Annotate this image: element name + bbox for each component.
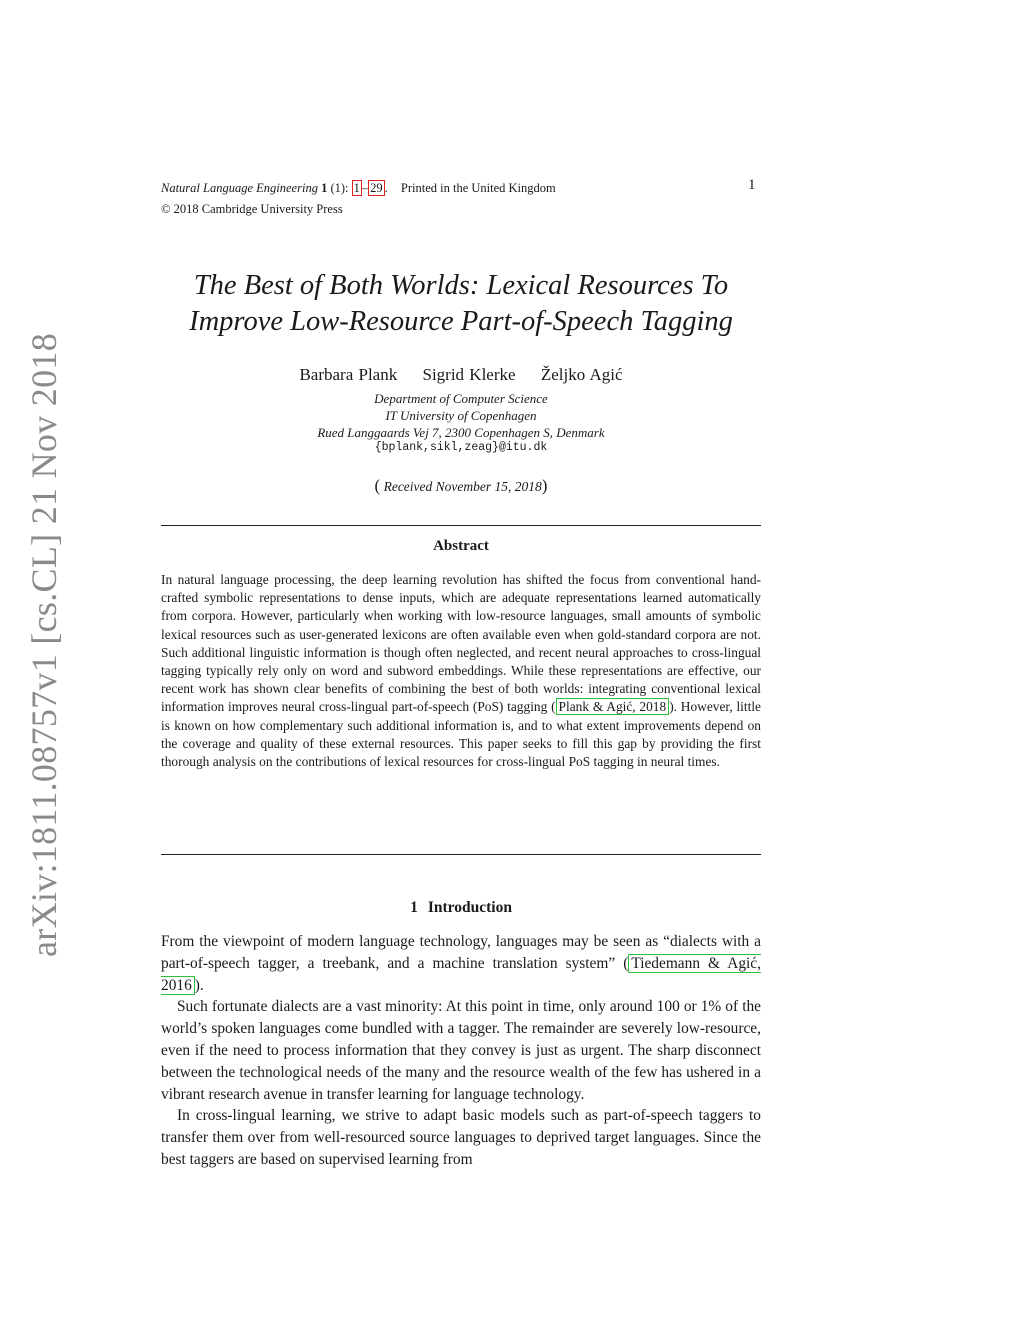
journal-issue: (1): (327, 181, 352, 195)
affiliation-address: Rued Langgaards Vej 7, 2300 Copenhagen S, Denmark (317, 425, 605, 440)
author-name: Sigrid Klerke (422, 365, 516, 384)
abstract-heading: Abstract (433, 538, 489, 554)
affiliation-university: IT University of Copenhagen (385, 408, 537, 423)
author-name: Barbara Plank (299, 365, 398, 384)
page-start-link[interactable]: 1 (353, 181, 360, 195)
page-range-period: . (384, 181, 388, 195)
intro-paragraph: Such fortunate dialects are a vast minority: At this point in time, only around 100 or 1% of the world’s spoken languages come bundled with a tagger. The remainder are severely low-resource, even if the need to process information that they convey is just as urgent. The sharp disconnect between the technological needs of the many and the resource wealth of the few has ushered in a vibrant research avenue in transfer learning for language technology. (161, 998, 761, 1103)
section-title: Introduction (427, 899, 512, 916)
title-line-2: Improve Low-Resource Part-of-Speech Tagging (189, 306, 733, 337)
journal-volume: 1 (321, 181, 328, 195)
journal-header (161, 180, 761, 196)
author-emails: {bplank,sikl,zeag}@itu.dk (374, 441, 548, 454)
title-line-1: The Best of Both Worlds: Lexical Resources To (193, 270, 729, 301)
abstract-text: In natural language processing, the deep learning revolution has shifted the focus from conventional hand-crafted symbolic representations to dense inputs, which are adequate representations learned automatically from corpora. However, particularly when working with low-resource languages, small amounts of symbolic lexical resources such as user-generated lexicons are often available even when gold-standard corpora are not. Such additional linguistic information is though often neglected, and recent neural approaches to cross-lingual tagging typically rely only on word and subword embeddings. While these representations are effective, our recent work has shown clear benefits of combining the best of both worlds: integrating conventional lexical information improves neural cross-lingual part-of-speech (PoS) tagging ( Plank & Agić, 2018 ). However, little is known on how complementary such additional information is, and to what extent improvements depend on the coverage and quality of these external resources. This paper seeks to fill this gap by providing the first thorough analysis on the contributions of lexical resources for cross-lingual PoS tagging in neural times. (161, 572, 761, 770)
author-list (161, 365, 761, 385)
arxiv-identifier[interactable]: arXiv:1811.08757v1 [cs.CL] 21 Nov 2018 (24, 333, 64, 957)
citation-tiedemann-agic-2016[interactable]: Tiedemann & Agić, 2016 (161, 954, 761, 994)
intro-paragraph: In cross-lingual learning, we strive to adapt basic models such as part-of-speech taggers to transfer them over from well-resourced source languages to deprived target languages. Since the best taggers are based on supervised learning from (161, 1107, 761, 1168)
section-heading-introduction (161, 899, 761, 917)
page-range-separator: – (361, 181, 369, 195)
paper-title (161, 268, 761, 340)
printed-location: Printed in the United Kingdom (400, 181, 556, 195)
received-date: ( Received November 15, 2018) (374, 476, 548, 495)
copyright-line: © 2018 Cambridge University Press (161, 202, 343, 216)
intro-paragraph: From the viewpoint of modern language technology, languages may be seen as “dialects with a part-of-speech tagger, a treebank, and a machine translation system” ( Tiedemann & Agić, 2016 ). (161, 933, 761, 994)
affiliation-department: Department of Computer Science (374, 391, 548, 406)
page-number: 1 (748, 177, 756, 193)
journal-name: Natural Language Engineering (161, 181, 318, 195)
section-number: 1 (410, 899, 418, 916)
abstract-bottom-rule (161, 854, 761, 855)
introduction-body (161, 931, 761, 1171)
citation-plank-agic-2018[interactable]: Plank & Agić, 2018 (556, 698, 670, 715)
abstract-top-rule (161, 525, 761, 526)
page-end-link[interactable]: 29 (370, 181, 383, 195)
author-name: Željko Agić (540, 365, 623, 384)
